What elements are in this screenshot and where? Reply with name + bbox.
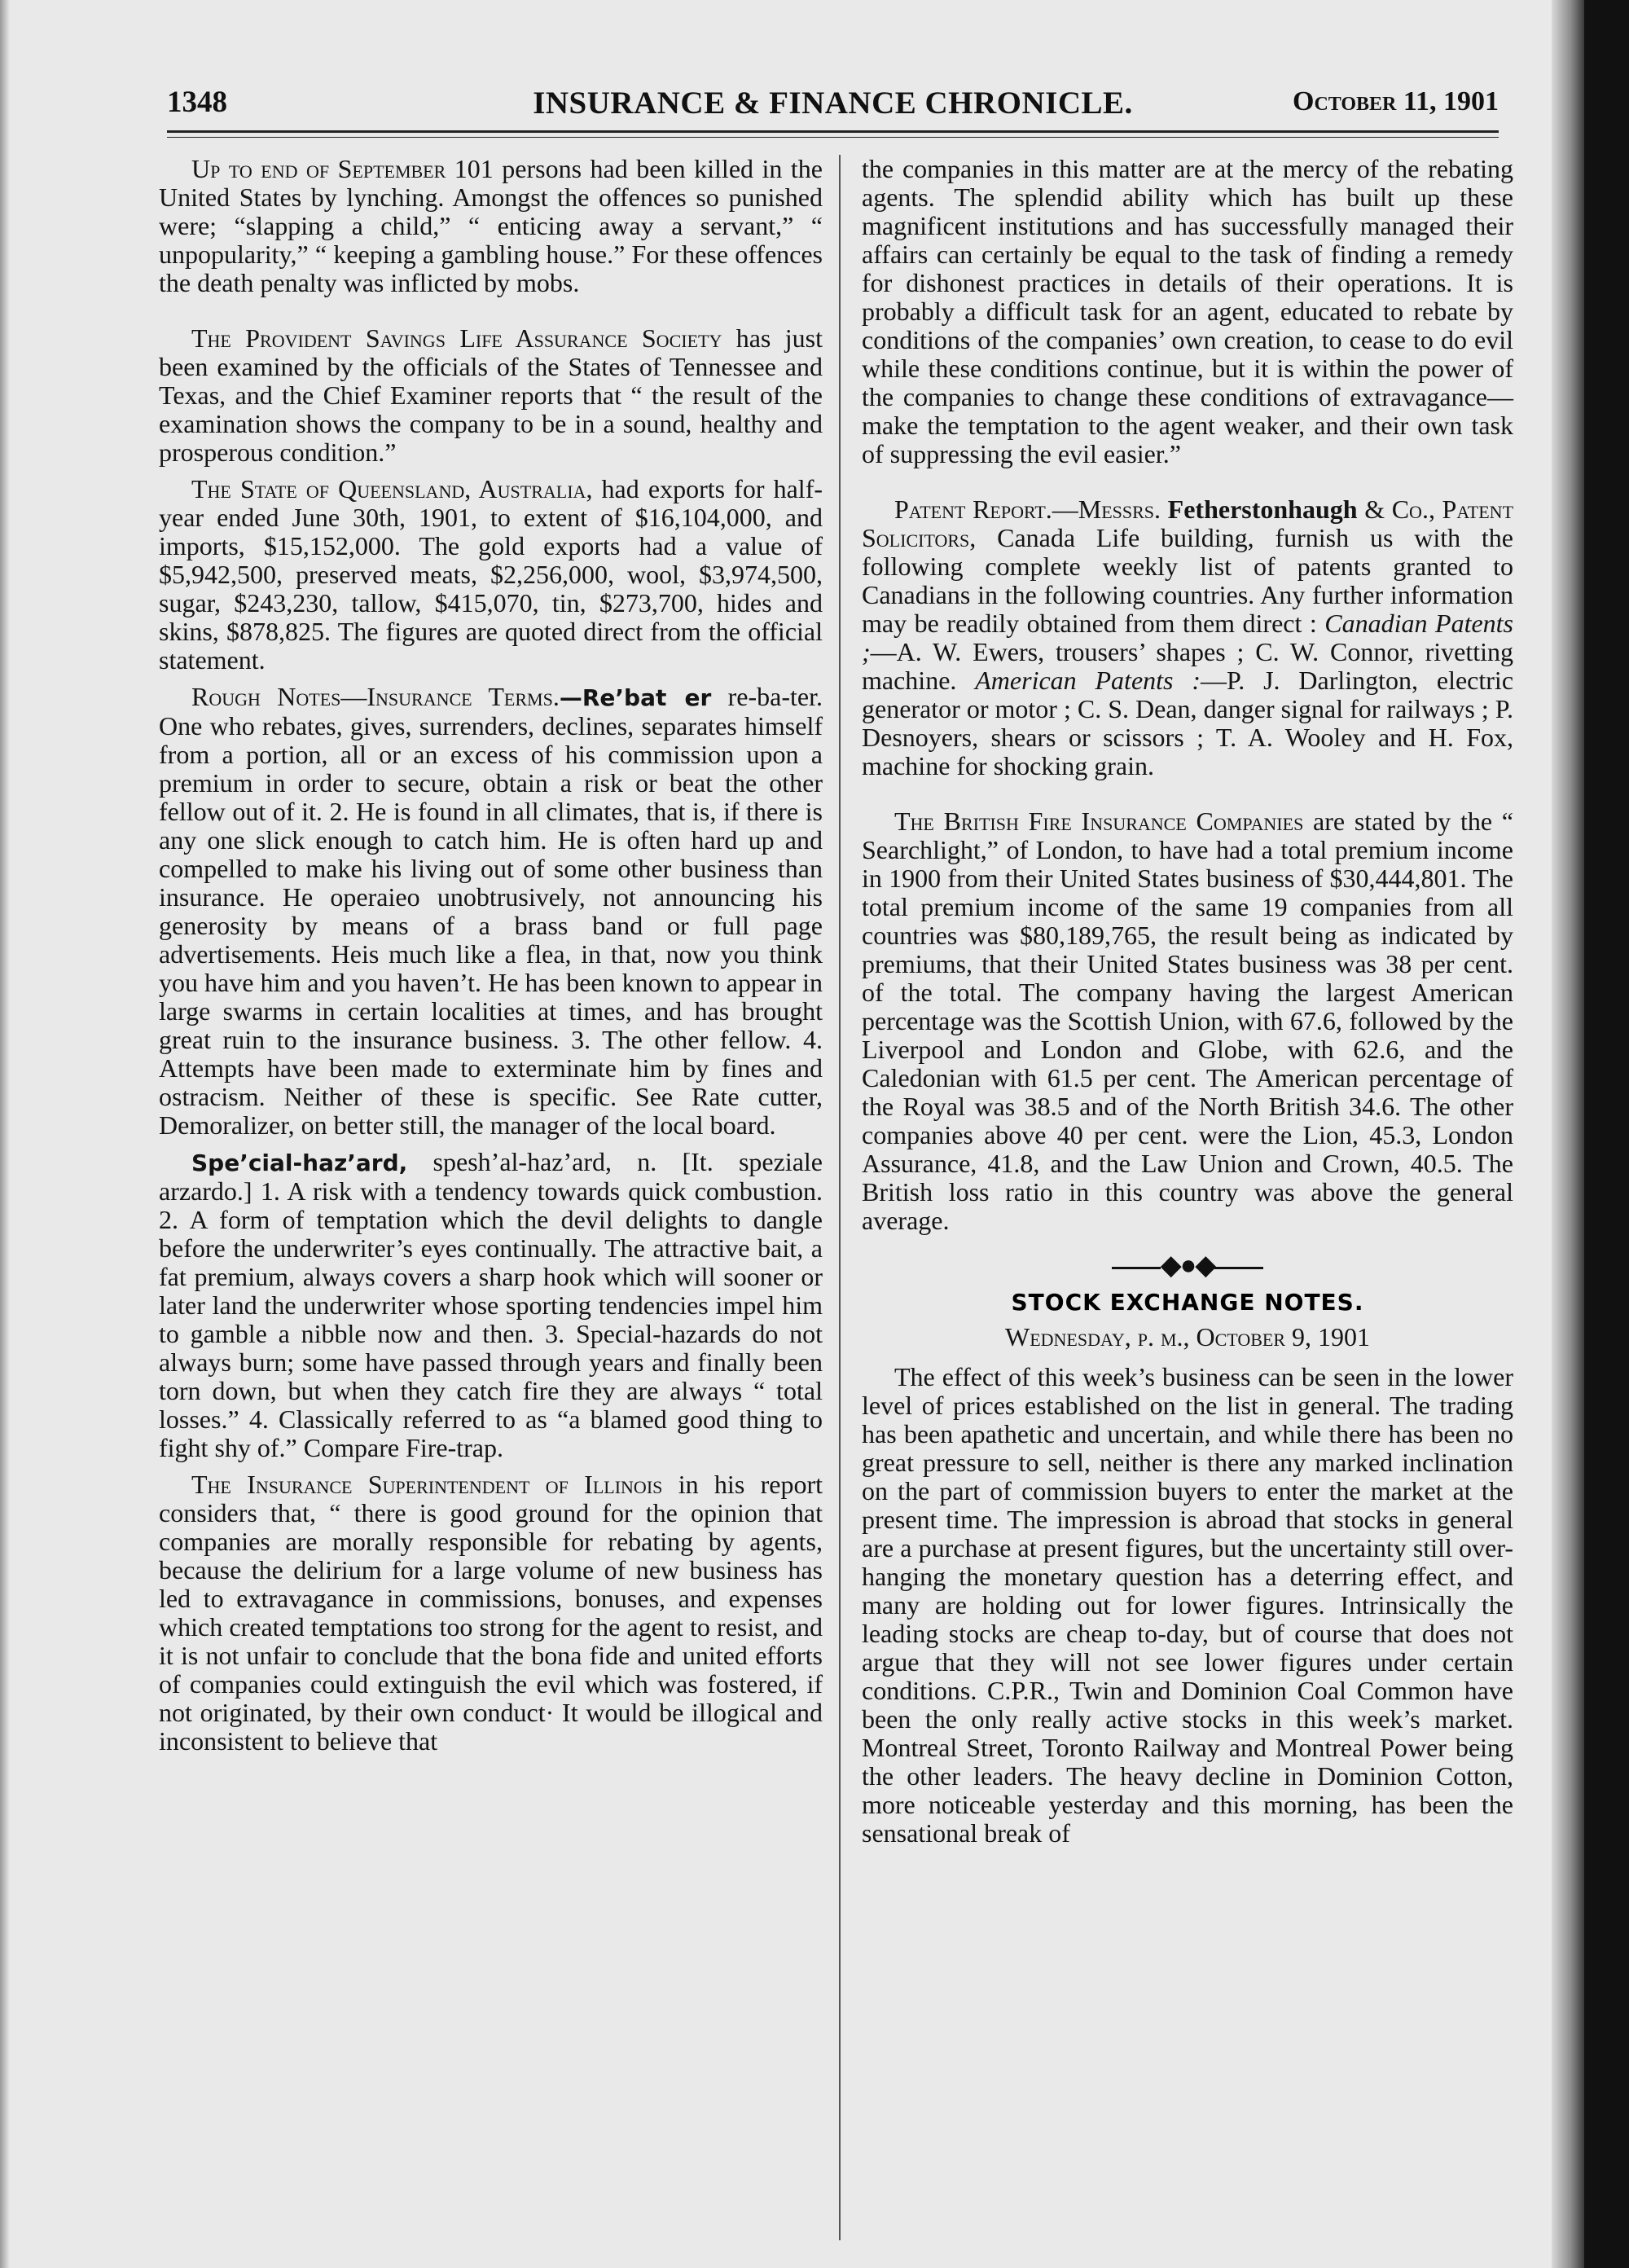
page-edge-shadow (0, 0, 10, 2268)
left-column (159, 155, 823, 1764)
article-lead: Patent Report.—Messrs. (894, 494, 1161, 524)
article-patent-report (862, 495, 1513, 780)
issue-date: October 11, 1901 (1293, 86, 1499, 116)
definition-term: Spe’cial-haz’ard, (191, 1149, 408, 1176)
patent-firm-name: Fetherstonhaugh (1161, 494, 1358, 524)
page-gutter-shadow (1552, 0, 1584, 2268)
header-rule-bottom (167, 137, 1499, 138)
header-rule-top (167, 130, 1499, 133)
right-column (862, 155, 1513, 1875)
column-divider (839, 155, 841, 2240)
patent-firm-title: & Co., Patent Solicitors, (862, 494, 1514, 552)
article-body: has just been examined by the officials of the States of Tennessee and Texas, and the Chief Examiner reports that “ the result of the examination shows the company to be in a sound, healthy and prosperous condition.” (159, 323, 823, 467)
article-lynching (159, 155, 823, 297)
article-lead: The Provident Savings Life Assurance Society (191, 323, 722, 353)
stock-exchange-dateline: Wednesday, p. m., October 9, 1901 (1004, 1322, 1371, 1352)
section-ornament (862, 1251, 1513, 1280)
article-illinois-continued (862, 155, 1513, 468)
article-body: The effect of this week’s business can be seen in the lower level of prices established on the list in general. The trading has been apathetic and uncertain, and while there has been no great pressure to sell, neither is there any marked inclination on the part of commission buyers to enter the market at the present time. The impression is abroad that stocks in general are a purchase at present figures, but the uncertainty still over-hanging the monetary question has a deterring effect, and many are holding out for lower figures. Intrinsically the leading stocks are cheap to-day, but of course that does not argue that they will not see lower figures under certain conditions. C.P.R., Twin and Dominion Coal Common have been the only really active stocks in this week’s market. Montreal Street, Toronto Railway and Montreal Power being the other leaders. The heavy decline in Dominion Cotton, more noticeable yesterday and this morning, has been the sensational break of (862, 1362, 1513, 1848)
article-lead: Rough Notes—Insurance Terms. (191, 682, 560, 711)
article-lead: The State of Queensland, Australia, (191, 474, 593, 503)
ornament-glyph: ◆●◆ (1160, 1250, 1215, 1281)
ornament-rule (1112, 1267, 1161, 1269)
article-body: are stated by the “ Searchlight,” of London, to have had a total premium income in 1900 from their United States business of $30,444,801. The total premium income of the same 19 companies from all countries was $80,189,765, the result being as indicated by premiums, that their United States business was 38 per cent. of the total. The company having the largest American percentage was the Scottish Union, with 67.6, followed by the Liverpool and London and Globe, with 62.6, and the Caledonian with 61.5 per cent. The American percentage of the Royal was 38.5 and of the North British 34.6. The other companies above 40 per cent. were the Lion, 45.3, London Assurance, 41.8, and the Law Union and Crown, 40.5. The British loss ratio in this country was above the general average. (862, 807, 1514, 1235)
article-british-fire (862, 807, 1513, 1235)
article-body: —A. W. Ewers, trousers’ shapes ; C. W. Connor, rivetting machine. (862, 637, 1513, 695)
article-body: spesh’al-haz’ard, n. [It. speziale arzardo.] 1. A risk with a tendency towards quick combustion. 2. A form of temptation which the devil delights to dangle before the underwriter’s eyes continually. The attractive bait, a fat premium, always covers a sharp hook which will sooner or later land the underwriter whose sporting tendencies impel him to gamble a nibble now and then. 3. Special-hazards do not always burn; some have passed through years and finally been torn down, but when they catch fire they are always “ total losses.” 4. Classically referred to as “a blamed good thing to fight shy of.” Compare Fire-trap. (159, 1147, 823, 1462)
article-body: —P. J. Darlington, electric generator or motor ; C. S. Dean, danger signal for railways ; P. Desnoyers, shears or scissors ; T. A. Wooley and H. Fox, machine for shocking grain. (862, 666, 1514, 780)
definition-term: —Re’bat er (559, 684, 712, 711)
article-body: had exports for half-year ended June 30th, 1901, to extent of $16,104,000, and imports, $15,152,000. The gold exports had a value of $5,942,500, preserved meats, $2,256,000, wool, $3,974,500, sugar, $243,230, tallow, $415,070, tin, $273,700, hides and skins, $878,825. The figures are quoted direct from the official statement. (159, 474, 823, 675)
article-provident-savings (159, 324, 823, 467)
ornament-rule (1214, 1267, 1263, 1269)
american-patents-heading: American Patents : (975, 666, 1201, 695)
book-binding (1584, 0, 1629, 2268)
article-queensland (159, 475, 823, 675)
article-special-hazard (159, 1148, 823, 1462)
stock-exchange-heading: STOCK EXCHANGE NOTES. (1011, 1289, 1364, 1316)
article-body: the companies in this matter are at the mercy of the rebating agents. The splendid ability which has built up these magnificent institutions and has successfully managed their affairs can certainly be equal to the task of finding a remedy for dishonest practices in details of their operations. It is probably a difficult task for an agent, educated to rebate by conditions of the companies’ own creation, to cease to do evil while these conditions continue, but it is within the power of the companies to change these conditions of extravagance—make the temptation to the agent weaker, and their own task of suppressing the evil easier.” (862, 154, 1513, 468)
article-lead: Up to end of September (191, 154, 446, 183)
article-lead: The British Fire Insurance Companies (894, 807, 1304, 836)
article-stock-exchange (862, 1363, 1513, 1848)
canadian-patents-heading: Canadian Patents ; (862, 609, 1514, 666)
article-lead: The Insurance Superintendent of Illinois (191, 1470, 663, 1499)
page-header (167, 78, 1499, 127)
article-body: re-ba-ter. One who rebates, gives, surrenders, declines, separates himself from a portion, all or an excess of his commission upon a premium in order to secure, obtain a risk or beat the other fellow out of it. 2. He is found in all climates, that is, if there is any one slick enough to catch him. He is often hard up and compelled to make his living out of some other business than insurance. He operaieo unobtrusively, not announcing his generosity by means of a brass band or full page advertisements. Heis much like a flea, in that, now you think you have him and you haven’t. He has been known to appear in large swarms in certain localities at times, and has brought great ruin to the insurance business. 3. The other fellow. 4. Attempts have been made to exterminate him by fines and ostracism. Neither of these is specific. See Rate cutter, Demoralizer, on better still, the manager of the local board. (159, 682, 823, 1140)
article-body: 101 persons had been killed in the United States by lynching. Amongst the offences so punished were; “slapping a child,” “ enticing away a servant,” “ unpopularity,” “ keeping a gambling house.” For these offences the death penalty was inflicted by mobs. (159, 154, 823, 297)
article-body: Canada Life building, furnish us with the following complete weekly list of patents granted to Canadians in the following countries. Any further information may be readily obtained from them direct : (862, 523, 1513, 638)
article-rough-notes (159, 683, 823, 1140)
page-number: 1348 (167, 86, 227, 119)
article-body: in his report considers that, “ there is good ground for the opinion that companies are morally responsible for rebating by agents, because the delirium for a large volume of new business has led to extravagance in commissions, bonuses, and expenses which created temptations too strong for the agent to resist, and it is not unfair to conclude that the bona fide and united efforts of companies could extinguish the evil which was fostered, if not originated, by their own conduct· It would be illogical and inconsistent to believe that (159, 1470, 823, 1756)
journal-title: INSURANCE & FINANCE CHRONICLE. (533, 86, 1133, 121)
article-illinois-superintendent (159, 1470, 823, 1756)
